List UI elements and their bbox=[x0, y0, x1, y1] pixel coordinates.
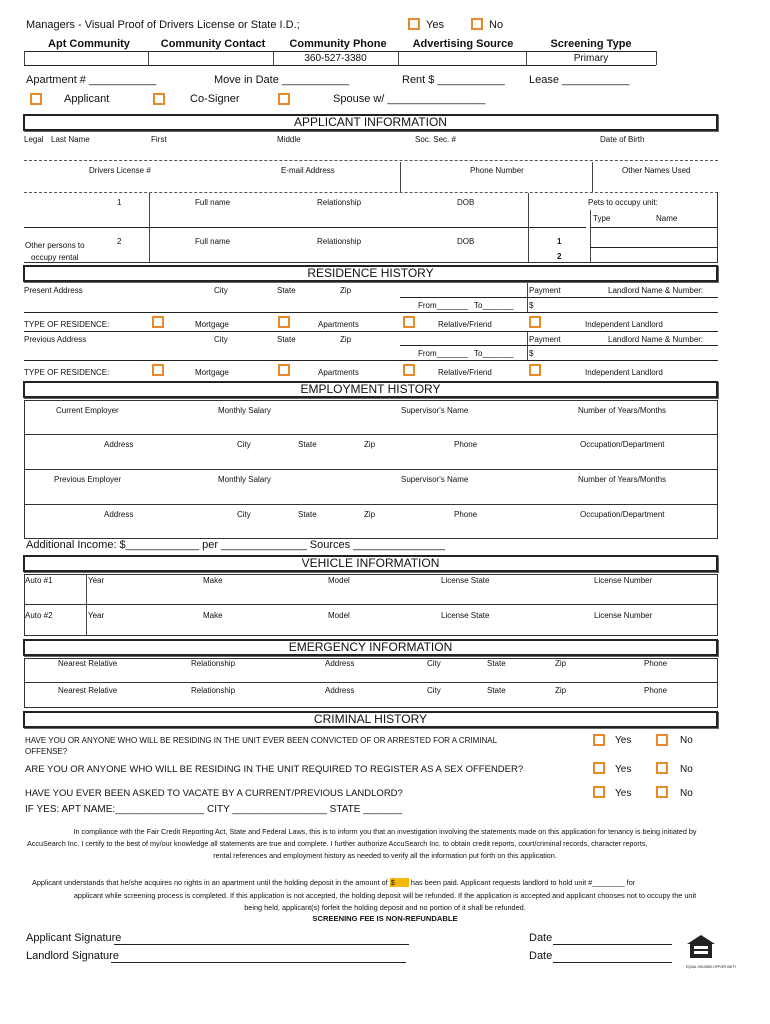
present-address-label: Present Address bbox=[24, 286, 83, 295]
previous-supervisor-label: Supervisor's Name bbox=[401, 475, 469, 484]
holding-line-1b: has been paid. Applicant requests landlord to hold unit #________ for bbox=[410, 878, 636, 887]
emergency-2-relationship-label: Relationship bbox=[191, 686, 236, 695]
screening-fee-notice: SCREENING FEE IS NON-REFUNDABLE bbox=[312, 914, 458, 923]
holding-line-1 bbox=[32, 878, 635, 887]
employment-history-heading: EMPLOYMENT HISTORY bbox=[23, 381, 718, 398]
independent-label-2: Independent Landlord bbox=[585, 368, 663, 377]
apartments-checkbox-2[interactable] bbox=[278, 364, 290, 376]
screening-type-header: Screening Type bbox=[550, 38, 632, 50]
previous-emp-state-label: State bbox=[298, 510, 317, 519]
criminal-q1-yes-label: Yes bbox=[615, 735, 632, 746]
verified-no-checkbox[interactable] bbox=[471, 18, 483, 30]
previous-years-label: Number of Years/Months bbox=[578, 475, 667, 484]
apartments-label-2: Apartments bbox=[318, 368, 359, 377]
auto-1-license-state-label: License State bbox=[441, 576, 490, 585]
last-name-label: Last Name bbox=[51, 135, 90, 144]
vacate-no-label: No bbox=[680, 788, 693, 799]
landlord-date-line[interactable] bbox=[553, 962, 672, 963]
current-occupation-label: Occupation/Department bbox=[580, 440, 665, 449]
previous-emp-phone-label: Phone bbox=[454, 510, 478, 519]
present-dollar-label: $ bbox=[529, 301, 534, 310]
previous-zip-label: Zip bbox=[340, 335, 352, 344]
current-years-label: Number of Years/Months bbox=[578, 406, 667, 415]
occupy-rental-label: occupy rental bbox=[31, 253, 79, 262]
disclosure-line-1: In compliance with the Fair Credit Reporting Act, State and Federal Laws, this is to inform you that an investigation involving the statements made on this application for tenancy is being initiated by bbox=[73, 827, 697, 836]
ssn-label: Soc. Sec. # bbox=[415, 135, 456, 144]
rent-field[interactable]: Rent $ ___________ bbox=[402, 74, 505, 86]
landlord-signature-label: Landlord Signature bbox=[26, 950, 119, 962]
move-in-date-field[interactable]: Move in Date ___________ bbox=[214, 74, 350, 86]
previous-employer-label: Previous Employer bbox=[54, 475, 122, 484]
drivers-license-label: Drivers License # bbox=[89, 166, 151, 175]
emergency-2-address-label: Address bbox=[325, 686, 355, 695]
pets-label: Pets to occupy unit: bbox=[588, 198, 658, 207]
cosigner-checkbox[interactable] bbox=[153, 93, 165, 105]
mortgage-checkbox-1[interactable] bbox=[152, 316, 164, 328]
previous-emp-occupation-label: Occupation/Department bbox=[580, 510, 665, 519]
criminal-history-heading: CRIMINAL HISTORY bbox=[23, 711, 718, 728]
present-state-label: State bbox=[277, 286, 296, 295]
verification-note: Managers - Visual Proof of Drivers License or State I.D.; bbox=[26, 19, 300, 31]
vacate-details-field[interactable]: IF YES: APT NAME:________________ CITY _________________ STATE _______ bbox=[25, 804, 403, 815]
apartments-checkbox-1[interactable] bbox=[278, 316, 290, 328]
present-to-field[interactable]: To_______ bbox=[474, 301, 514, 310]
applicant-checkbox[interactable] bbox=[30, 93, 42, 105]
spouse-field[interactable]: Spouse w/ ________________ bbox=[333, 93, 486, 105]
applicant-signature-line[interactable] bbox=[114, 944, 409, 945]
current-address-label: Address bbox=[104, 440, 134, 449]
vehicle-information-heading: VEHICLE INFORMATION bbox=[23, 555, 718, 572]
middle-name-label: Middle bbox=[277, 135, 301, 144]
emergency-information-heading: EMERGENCY INFORMATION bbox=[23, 639, 718, 656]
relative-label-1: Relative/Friend bbox=[438, 320, 492, 329]
other-person-1-number: 1 bbox=[117, 198, 122, 207]
mortgage-label-2: Mortgage bbox=[195, 368, 229, 377]
previous-state-label: State bbox=[277, 335, 296, 344]
auto-2-model-label: Model bbox=[328, 611, 350, 620]
applicant-label: Applicant bbox=[64, 93, 110, 105]
residence-type-label-1: TYPE OF RESIDENCE: bbox=[24, 320, 110, 329]
spouse-checkbox[interactable] bbox=[278, 93, 290, 105]
apartments-label-1: Apartments bbox=[318, 320, 359, 329]
previous-dollar-label: $ bbox=[529, 349, 534, 358]
other-persons-label: Other persons to bbox=[25, 241, 85, 250]
additional-income-field[interactable]: Additional Income: $____________ per ______________ Sources _______________ bbox=[26, 539, 445, 551]
auto-2-make-label: Make bbox=[203, 611, 223, 620]
equal-housing-text: EQUAL HOUSING OPPORTUNITY bbox=[686, 965, 737, 969]
auto-1-year-label: Year bbox=[88, 576, 105, 585]
disclosure-line-2: AccuSearch Inc. I certify to the best of my/our knowledge all statements are true and complete. I further authorize AccuSearch Inc. to obtain credit reports, court/criminal records, character reports, bbox=[27, 839, 648, 848]
current-supervisor-label: Supervisor's Name bbox=[401, 406, 469, 415]
criminal-question-1a: HAVE YOU OR ANYONE WHO WILL BE RESIDING IN THE UNIT EVER BEEN CONVICTED OF OR ARRESTED FOR A CRIMINAL bbox=[25, 736, 498, 745]
emergency-1-state-label: State bbox=[487, 659, 506, 668]
vacate-yes-label: Yes bbox=[615, 788, 632, 799]
previous-emp-city-label: City bbox=[237, 510, 251, 519]
holding-line-2: applicant while screening process is completed. If this application is not accepted, the holding deposit will be refunded. If the application is accepted and applicant chooses not to occupy the unit bbox=[73, 891, 697, 900]
present-payment-label: Payment bbox=[529, 286, 561, 295]
full-name-label-2: Full name bbox=[195, 237, 231, 246]
emergency-2-relative-label: Nearest Relative bbox=[58, 686, 118, 695]
applicant-signature-label: Applicant Signature bbox=[26, 932, 122, 944]
criminal-q1-no-label: No bbox=[680, 735, 693, 746]
emergency-2-city-label: City bbox=[427, 686, 441, 695]
verified-no-label: No bbox=[489, 19, 504, 31]
residence-history-heading: RESIDENCE HISTORY bbox=[23, 265, 718, 282]
auto-2-label: Auto #2 bbox=[25, 611, 53, 620]
current-salary-label: Monthly Salary bbox=[218, 406, 271, 415]
relationship-label-1: Relationship bbox=[317, 198, 362, 207]
cosigner-label: Co-Signer bbox=[190, 93, 240, 105]
emergency-1-address-label: Address bbox=[325, 659, 355, 668]
dob-label-1: DOB bbox=[457, 198, 475, 207]
equal-housing-icon bbox=[686, 934, 737, 969]
pet-1-number: 1 bbox=[557, 237, 562, 246]
other-names-label: Other Names Used bbox=[622, 166, 691, 175]
previous-address-label: Previous Address bbox=[24, 335, 87, 344]
emergency-1-city-label: City bbox=[427, 659, 441, 668]
current-state-label: State bbox=[298, 440, 317, 449]
legal-label: Legal bbox=[24, 135, 44, 144]
pet-2-number: 2 bbox=[557, 252, 562, 261]
phone-number-label: Phone Number bbox=[470, 166, 524, 175]
criminal-q2-no-checkbox[interactable] bbox=[656, 762, 668, 774]
community-phone-value: 360-527-3380 bbox=[304, 53, 367, 64]
dob-label: Date of Birth bbox=[600, 135, 645, 144]
applicant-date-label: Date bbox=[529, 932, 553, 944]
emergency-1-relative-label: Nearest Relative bbox=[58, 659, 118, 668]
independent-label-1: Independent Landlord bbox=[585, 320, 663, 329]
vacate-no-checkbox[interactable] bbox=[656, 786, 668, 798]
dob-label-2: DOB bbox=[457, 237, 475, 246]
current-zip-label: Zip bbox=[364, 440, 376, 449]
emergency-1-zip-label: Zip bbox=[555, 659, 567, 668]
relative-checkbox-1[interactable] bbox=[403, 316, 415, 328]
apt-community-header: Apt Community bbox=[48, 38, 130, 50]
auto-1-license-number-label: License Number bbox=[594, 576, 653, 585]
criminal-question-2: ARE YOU OR ANYONE WHO WILL BE RESIDING IN THE UNIT REQUIRED TO REGISTER AS A SEX OFFENDER? bbox=[25, 764, 524, 775]
applicant-information-heading: APPLICANT INFORMATION bbox=[23, 114, 718, 131]
previous-emp-zip-label: Zip bbox=[364, 510, 376, 519]
current-employer-label: Current Employer bbox=[56, 406, 119, 415]
emergency-1-relationship-label: Relationship bbox=[191, 659, 236, 668]
previous-from-field[interactable]: From_______ bbox=[418, 349, 468, 358]
auto-1-model-label: Model bbox=[328, 576, 350, 585]
auto-1-label: Auto #1 bbox=[25, 576, 53, 585]
community-phone-header: Community Phone bbox=[289, 38, 387, 50]
landlord-signature-line[interactable] bbox=[111, 962, 406, 963]
criminal-q2-no-label: No bbox=[680, 764, 693, 775]
criminal-q2-yes-label: Yes bbox=[615, 764, 632, 775]
auto-2-year-label: Year bbox=[88, 611, 105, 620]
criminal-question-1b: OFFENSE? bbox=[25, 747, 68, 756]
emergency-2-zip-label: Zip bbox=[555, 686, 567, 695]
other-person-2-number: 2 bbox=[117, 237, 122, 246]
pet-type-label: Type bbox=[593, 214, 611, 223]
first-name-label: First bbox=[151, 135, 167, 144]
emergency-2-phone-label: Phone bbox=[644, 686, 668, 695]
previous-emp-address-label: Address bbox=[104, 510, 134, 519]
lease-field[interactable]: Lease ___________ bbox=[529, 74, 630, 86]
email-label: E-mail Address bbox=[281, 166, 335, 175]
emergency-1-phone-label: Phone bbox=[644, 659, 668, 668]
independent-checkbox-2[interactable] bbox=[529, 364, 541, 376]
relationship-label-2: Relationship bbox=[317, 237, 362, 246]
full-name-label-1: Full name bbox=[195, 198, 231, 207]
landlord-date-label: Date bbox=[529, 950, 553, 962]
criminal-q1-yes-checkbox[interactable] bbox=[593, 734, 605, 746]
verified-yes-checkbox[interactable] bbox=[408, 18, 420, 30]
screening-type-value: Primary bbox=[573, 53, 609, 64]
present-zip-label: Zip bbox=[340, 286, 352, 295]
previous-salary-label: Monthly Salary bbox=[218, 475, 271, 484]
current-city-label: City bbox=[237, 440, 251, 449]
holding-deposit-field[interactable]: $ bbox=[390, 878, 409, 887]
vacate-question: HAVE YOU EVER BEEN ASKED TO VACATE BY A CURRENT/PREVIOUS LANDLORD? bbox=[25, 788, 403, 799]
apartment-number-field[interactable]: Apartment # ___________ bbox=[26, 74, 157, 86]
relative-checkbox-2[interactable] bbox=[403, 364, 415, 376]
pet-name-label: Name bbox=[656, 214, 678, 223]
holding-line-1a: Applicant understands that he/she acquires no rights in an apartment until the holding deposit in the amount of bbox=[32, 878, 388, 887]
previous-city-label: City bbox=[214, 335, 228, 344]
auto-2-license-number-label: License Number bbox=[594, 611, 653, 620]
previous-to-field[interactable]: To_______ bbox=[474, 349, 514, 358]
auto-1-make-label: Make bbox=[203, 576, 223, 585]
emergency-2-state-label: State bbox=[487, 686, 506, 695]
advertising-source-header: Advertising Source bbox=[412, 38, 514, 50]
relative-label-2: Relative/Friend bbox=[438, 368, 492, 377]
independent-checkbox-1[interactable] bbox=[529, 316, 541, 328]
auto-2-license-state-label: License State bbox=[441, 611, 490, 620]
previous-landlord-label: Landlord Name & Number: bbox=[608, 335, 704, 344]
present-landlord-label: Landlord Name & Number: bbox=[608, 286, 704, 295]
previous-payment-label: Payment bbox=[529, 335, 561, 344]
residence-type-label-2: TYPE OF RESIDENCE: bbox=[24, 368, 110, 377]
criminal-q2-yes-checkbox[interactable] bbox=[593, 762, 605, 774]
applicant-date-line[interactable] bbox=[553, 944, 672, 945]
criminal-q1-no-checkbox[interactable] bbox=[656, 734, 668, 746]
vacate-yes-checkbox[interactable] bbox=[593, 786, 605, 798]
disclosure-line-3: rental references and employment history as needed to verify all the information put forth on this application. bbox=[213, 851, 557, 860]
present-city-label: City bbox=[214, 286, 228, 295]
current-phone-label: Phone bbox=[454, 440, 478, 449]
community-contact-header: Community Contact bbox=[160, 38, 266, 50]
present-from-field[interactable]: From_______ bbox=[418, 301, 468, 310]
mortgage-checkbox-2[interactable] bbox=[152, 364, 164, 376]
mortgage-label-1: Mortgage bbox=[195, 320, 229, 329]
holding-line-3: being held, applicant(s) forfeit the holding deposit and no portion of it shall be refunded. bbox=[244, 903, 526, 912]
verified-yes-label: Yes bbox=[426, 19, 444, 31]
